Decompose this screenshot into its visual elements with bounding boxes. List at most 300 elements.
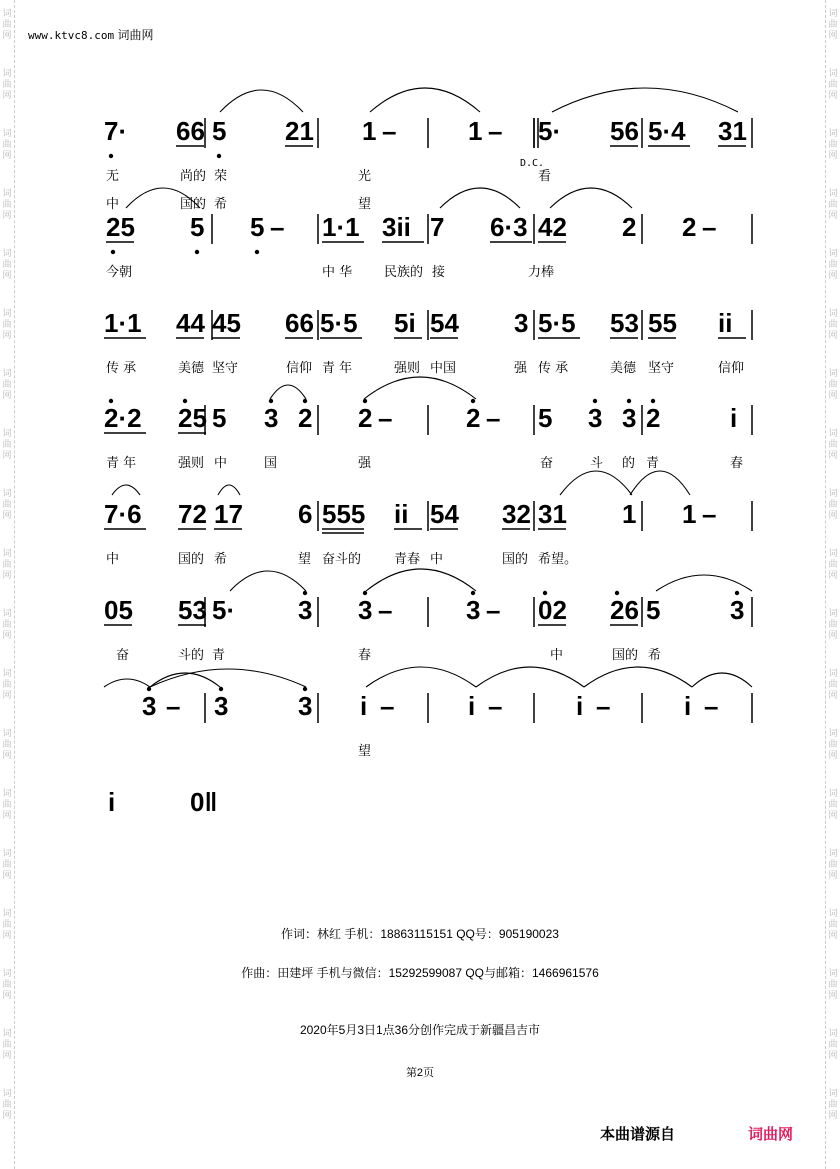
watermark-char: 曲 xyxy=(2,319,12,329)
octave-dot xyxy=(217,154,221,158)
note: 2 xyxy=(466,403,481,433)
note: 66 xyxy=(176,116,205,146)
watermark-char: 曲 xyxy=(828,1099,838,1109)
octave-dot xyxy=(615,591,619,595)
note: i xyxy=(108,787,116,817)
watermark-char: 网 xyxy=(2,150,12,160)
note: 3 xyxy=(214,691,229,721)
note: 5·5 xyxy=(538,308,576,338)
watermark-char: 网 xyxy=(2,570,12,580)
watermark-char: 网 xyxy=(2,990,12,1000)
note: 555 xyxy=(322,499,366,529)
octave-dot xyxy=(147,687,151,691)
watermark-char: 曲 xyxy=(828,799,838,809)
score-source-label: 本曲谱源自 xyxy=(600,1126,676,1143)
lyric: 的 xyxy=(622,456,636,471)
watermark-char: 网 xyxy=(828,930,838,940)
note: 2 xyxy=(622,212,637,242)
watermark-char: 词 xyxy=(828,128,838,138)
lyric: 斗 xyxy=(590,456,604,471)
watermark-char: 曲 xyxy=(828,379,838,389)
lyric: 中 xyxy=(550,648,564,663)
watermark-char: 词 xyxy=(2,488,12,498)
lyric: 传 承 xyxy=(538,361,569,376)
note: 2 xyxy=(646,403,661,433)
watermark-char: 曲 xyxy=(2,499,12,509)
note: ii xyxy=(394,499,409,529)
note: 45 xyxy=(212,308,241,338)
da-capo-mark: D.C. xyxy=(520,158,545,169)
lyric: 望 xyxy=(298,552,312,567)
note: 54 xyxy=(430,499,459,529)
note: 6·3 xyxy=(490,212,528,242)
lyric: 美德 xyxy=(610,361,637,376)
lyric: 中 xyxy=(106,552,120,567)
watermark-char: 曲 xyxy=(828,979,838,989)
watermark-char: 网 xyxy=(2,510,12,520)
watermark-char: 网 xyxy=(828,30,838,40)
lyric-second-verse: 希 xyxy=(214,197,228,212)
watermark-char: 曲 xyxy=(2,559,12,569)
watermark-char: 词 xyxy=(2,608,12,618)
watermark-char: 网 xyxy=(828,630,838,640)
note: 3 xyxy=(142,691,157,721)
watermark-char: 网 xyxy=(828,270,838,280)
slur xyxy=(370,88,480,112)
watermark-char: 词 xyxy=(2,68,12,78)
note: 44 xyxy=(176,308,205,338)
watermark-char: 网 xyxy=(828,750,838,760)
watermark-char: 词 xyxy=(2,668,12,678)
watermark-char: 曲 xyxy=(2,859,12,869)
slur xyxy=(552,88,738,112)
lyric: 强 xyxy=(514,361,528,376)
note: – xyxy=(488,116,503,146)
watermark-char: 词 xyxy=(2,548,12,558)
watermark-char: 网 xyxy=(828,570,838,580)
note: 25 xyxy=(106,212,135,242)
note: 3 xyxy=(358,595,373,625)
watermark-char: 曲 xyxy=(828,679,838,689)
watermark-char: 网 xyxy=(828,990,838,1000)
slur xyxy=(112,485,140,495)
slur xyxy=(270,385,306,399)
watermark-char: 词 xyxy=(828,728,838,738)
watermark-char: 曲 xyxy=(2,439,12,449)
slur xyxy=(656,575,752,591)
lyric: 春 xyxy=(358,648,372,663)
watermark-char: 曲 xyxy=(2,799,12,809)
note: 21 xyxy=(285,116,314,146)
watermark-char: 词 xyxy=(828,248,838,258)
note: 3 xyxy=(264,403,279,433)
note: 31 xyxy=(538,499,567,529)
slur xyxy=(230,571,306,591)
page-number: 第2页 xyxy=(405,1067,435,1079)
watermark-char: 词 xyxy=(2,1028,12,1038)
watermark-char: 曲 xyxy=(2,379,12,389)
note: – xyxy=(486,403,501,433)
lyricist-credit: 作词：林红 手机：18863115151 QQ号：905190023 xyxy=(281,927,559,941)
octave-dot xyxy=(111,250,115,254)
note: 5 xyxy=(212,116,227,146)
note: 5·4 xyxy=(648,116,686,146)
watermark-char: 曲 xyxy=(828,559,838,569)
note: 5· xyxy=(538,116,562,146)
watermark-char: 词 xyxy=(2,788,12,798)
note: 55 xyxy=(648,308,677,338)
note: 02 xyxy=(538,595,567,625)
octave-dot xyxy=(363,591,367,595)
lyric: 青 xyxy=(646,456,660,471)
note: 7 xyxy=(430,212,445,242)
slur xyxy=(364,377,476,399)
watermark-char: 曲 xyxy=(2,1039,12,1049)
note: – xyxy=(488,691,503,721)
note: 54 xyxy=(430,308,459,338)
note: – xyxy=(382,116,397,146)
watermark-char: 网 xyxy=(2,930,12,940)
watermark-char: 曲 xyxy=(2,739,12,749)
watermark-char: 曲 xyxy=(2,259,12,269)
watermark-char: 网 xyxy=(828,690,838,700)
slur xyxy=(366,667,476,687)
note: – xyxy=(596,691,611,721)
lyric: 光 xyxy=(358,169,372,184)
note: 3ii xyxy=(382,212,411,242)
octave-dot xyxy=(627,399,631,403)
lyric: 中 华 xyxy=(322,265,353,280)
slur xyxy=(550,188,632,208)
watermark-char: 网 xyxy=(828,810,838,820)
lyric: 国的 xyxy=(502,552,529,567)
octave-dot xyxy=(269,399,273,403)
watermark-char: 曲 xyxy=(828,619,838,629)
octave-dot xyxy=(109,399,113,403)
watermark-char: 网 xyxy=(2,270,12,280)
note: i xyxy=(576,691,584,721)
lyric: 今朝 xyxy=(106,265,133,280)
note: – xyxy=(378,595,393,625)
note: 31 xyxy=(718,116,747,146)
watermark-char: 词 xyxy=(2,308,12,318)
slur xyxy=(692,673,752,687)
watermark-char: 曲 xyxy=(828,739,838,749)
octave-dot xyxy=(303,591,307,595)
slur xyxy=(150,669,306,687)
note: 5·5 xyxy=(320,308,358,338)
watermark-char: 网 xyxy=(828,210,838,220)
composition-date: 2020年5月3日1点36分创作完成于新疆昌吉市 xyxy=(299,1023,541,1037)
watermark-char: 词 xyxy=(828,488,838,498)
lyric: 青 年 xyxy=(322,361,353,376)
lyric: 传 承 xyxy=(106,361,137,376)
watermark-char: 词 xyxy=(828,68,838,78)
note: 6 xyxy=(298,499,313,529)
lyric-second-verse: 中 xyxy=(106,197,120,212)
watermark-char: 词 xyxy=(828,1088,838,1098)
watermark-char: 词 xyxy=(2,368,12,378)
watermark-char: 网 xyxy=(828,510,838,520)
note: 3 xyxy=(298,691,313,721)
note: i xyxy=(360,691,368,721)
slur xyxy=(560,471,632,495)
note: 26 xyxy=(610,595,639,625)
note: – xyxy=(702,499,717,529)
slur xyxy=(104,679,150,687)
watermark-char: 网 xyxy=(2,390,12,400)
note: 72 xyxy=(178,499,207,529)
lyric: 强则 xyxy=(178,456,205,471)
lyric: 看 xyxy=(538,169,552,184)
octave-dot xyxy=(651,399,655,403)
slur xyxy=(440,188,520,208)
watermark-char: 曲 xyxy=(828,19,838,29)
octave-dot xyxy=(471,399,475,403)
note: 1 xyxy=(362,116,377,146)
watermark-char: 词 xyxy=(828,668,838,678)
watermark-char: 词 xyxy=(2,248,12,258)
watermark-char: 词 xyxy=(828,548,838,558)
note: 1 xyxy=(622,499,637,529)
watermark-char: 词 xyxy=(2,908,12,918)
lyric: 强 xyxy=(358,456,372,471)
note: 5 xyxy=(212,403,227,433)
note: 56 xyxy=(610,116,639,146)
lyric: 斗的 xyxy=(178,648,205,663)
watermark-char: 网 xyxy=(828,390,838,400)
watermark-char: 曲 xyxy=(2,19,12,29)
site-name: 词曲网 xyxy=(117,28,154,42)
note: i xyxy=(468,691,476,721)
note: – xyxy=(166,691,181,721)
note: 32 xyxy=(502,499,531,529)
octave-dot xyxy=(109,154,113,158)
watermark-char: 词 xyxy=(828,968,838,978)
watermark-char: 词 xyxy=(828,848,838,858)
lyric: 信仰 xyxy=(718,361,745,376)
note: – xyxy=(380,691,395,721)
note: 2 xyxy=(298,403,313,433)
lyric: 国的 xyxy=(178,552,205,567)
watermark-char: 网 xyxy=(2,210,12,220)
watermark-char: 网 xyxy=(2,450,12,460)
note: 3 xyxy=(730,595,745,625)
watermark-char: 网 xyxy=(828,1050,838,1060)
note: – xyxy=(704,691,719,721)
watermark-char: 词 xyxy=(828,608,838,618)
watermark-char: 曲 xyxy=(2,139,12,149)
watermark-char: 网 xyxy=(2,750,12,760)
watermark-char: 曲 xyxy=(828,919,838,929)
note: 1·1 xyxy=(322,212,360,242)
watermark-char: 曲 xyxy=(828,319,838,329)
watermark-char: 曲 xyxy=(828,79,838,89)
brand-logo-text[interactable]: 词曲网 xyxy=(748,1126,794,1143)
watermark-char: 曲 xyxy=(2,1099,12,1109)
note: 7· xyxy=(104,116,128,146)
lyric: 国的 xyxy=(612,648,639,663)
octave-dot xyxy=(543,591,547,595)
lyric: 奋 xyxy=(540,456,554,471)
note: 53 xyxy=(610,308,639,338)
lyric: 中国 xyxy=(430,361,457,376)
lyric: 坚守 xyxy=(648,361,675,376)
lyric: 力棒 xyxy=(528,265,555,280)
lyric: 无 xyxy=(106,169,120,184)
watermark-char: 网 xyxy=(2,810,12,820)
octave-dot xyxy=(195,250,199,254)
site-url[interactable]: www.ktvc8.com xyxy=(28,29,115,42)
note: i xyxy=(684,691,692,721)
octave-dot xyxy=(593,399,597,403)
lyric: 国 xyxy=(264,456,278,471)
watermark-char: 网 xyxy=(2,30,12,40)
note: 2 xyxy=(358,403,373,433)
octave-dot xyxy=(363,399,367,403)
watermark-char: 曲 xyxy=(828,439,838,449)
watermark-char: 词 xyxy=(828,428,838,438)
watermark-char: 网 xyxy=(2,630,12,640)
watermark-char: 词 xyxy=(2,728,12,738)
octave-dot xyxy=(255,250,259,254)
lyric: 希望。 xyxy=(538,552,578,567)
note: 1 xyxy=(682,499,697,529)
watermark-char: 词 xyxy=(2,188,12,198)
octave-dot xyxy=(183,399,187,403)
watermark-char: 曲 xyxy=(2,679,12,689)
watermark-char: 曲 xyxy=(828,199,838,209)
watermark-char: 网 xyxy=(2,1050,12,1060)
watermark-char: 曲 xyxy=(2,919,12,929)
lyric: 青 年 xyxy=(106,456,137,471)
lyric-second-verse: 国的 xyxy=(180,197,207,212)
lyric: 美德 xyxy=(178,361,205,376)
slur xyxy=(150,673,220,687)
watermark-char: 词 xyxy=(828,308,838,318)
watermark-char: 网 xyxy=(828,1110,838,1120)
note: 42 xyxy=(538,212,567,242)
watermark-char: 曲 xyxy=(2,979,12,989)
slur xyxy=(630,471,690,495)
octave-dot xyxy=(303,399,307,403)
lyric: 坚守 xyxy=(212,361,239,376)
watermark-char: 网 xyxy=(2,690,12,700)
watermark-char: 网 xyxy=(2,90,12,100)
note: 17 xyxy=(214,499,243,529)
watermark-char: 曲 xyxy=(2,79,12,89)
lyric: 青春 xyxy=(394,552,421,567)
lyric: 望 xyxy=(358,744,372,759)
watermark-char: 网 xyxy=(2,1110,12,1120)
lyric: 中 xyxy=(430,552,444,567)
note: 3 xyxy=(466,595,481,625)
note: 5 xyxy=(190,212,205,242)
note: 1 xyxy=(468,116,483,146)
watermark-char: 词 xyxy=(2,428,12,438)
lyric: 青 xyxy=(212,648,226,663)
watermark-char: 曲 xyxy=(828,499,838,509)
watermark-char: 词 xyxy=(2,8,12,18)
watermark-char: 词 xyxy=(2,128,12,138)
watermark-char: 词 xyxy=(2,968,12,978)
note: 2·2 xyxy=(104,403,142,433)
watermark-char: 词 xyxy=(828,188,838,198)
note: 5 xyxy=(538,403,553,433)
slur xyxy=(366,569,476,591)
watermark-char: 曲 xyxy=(828,1039,838,1049)
composer-credit: 作曲：田建坪 手机与微信：15292599087 QQ与邮箱：1466961576 xyxy=(241,966,599,980)
watermark-char: 词 xyxy=(828,908,838,918)
note: 5 xyxy=(646,595,661,625)
slur xyxy=(218,485,240,495)
note: 5· xyxy=(212,595,236,625)
watermark-char: 曲 xyxy=(2,619,12,629)
watermark-char: 网 xyxy=(2,870,12,880)
lyric: 民族的 xyxy=(384,265,424,280)
watermark-char: 网 xyxy=(828,330,838,340)
watermark-char: 网 xyxy=(828,870,838,880)
note: – xyxy=(378,403,393,433)
lyric: 春 xyxy=(730,456,744,471)
watermark-char: 词 xyxy=(828,1028,838,1038)
watermark-char: 网 xyxy=(828,150,838,160)
note: 3 xyxy=(514,308,529,338)
slur xyxy=(584,667,692,687)
watermark-char: 曲 xyxy=(2,199,12,209)
watermark-char: 网 xyxy=(2,330,12,340)
lyric: 强则 xyxy=(394,361,421,376)
watermark-char: 网 xyxy=(828,90,838,100)
octave-dot xyxy=(219,687,223,691)
note: 53 xyxy=(178,595,207,625)
slur xyxy=(476,667,584,687)
watermark-char: 词 xyxy=(2,848,12,858)
lyric: 奋斗的 xyxy=(322,552,362,567)
watermark-char: 词 xyxy=(828,368,838,378)
watermark-char: 词 xyxy=(828,788,838,798)
note: 0‖ xyxy=(190,787,218,817)
note: 2 xyxy=(682,212,697,242)
note: 3 xyxy=(298,595,313,625)
note: ii xyxy=(718,308,733,338)
lyric: 希 xyxy=(648,648,662,663)
note: 05 xyxy=(104,595,133,625)
note: i xyxy=(730,403,738,433)
watermark-char: 词 xyxy=(828,8,838,18)
note: 3 xyxy=(622,403,637,433)
lyric: 尚的 xyxy=(180,169,207,184)
note: – xyxy=(270,212,285,242)
lyric: 荣 xyxy=(214,169,228,184)
note: 66 xyxy=(285,308,314,338)
octave-dot xyxy=(471,591,475,595)
lyric: 信仰 xyxy=(286,361,313,376)
watermark-char: 曲 xyxy=(828,859,838,869)
watermark-char: 网 xyxy=(828,450,838,460)
note: 25 xyxy=(178,403,207,433)
lyric: 希 xyxy=(214,552,228,567)
note: – xyxy=(486,595,501,625)
note: 5i xyxy=(394,308,416,338)
octave-dot xyxy=(735,591,739,595)
lyric: 接 xyxy=(432,265,446,280)
octave-dot xyxy=(303,687,307,691)
watermark-char: 曲 xyxy=(828,259,838,269)
note: 1·1 xyxy=(104,308,142,338)
watermark-char: 曲 xyxy=(828,139,838,149)
lyric: 奋 xyxy=(116,648,130,663)
